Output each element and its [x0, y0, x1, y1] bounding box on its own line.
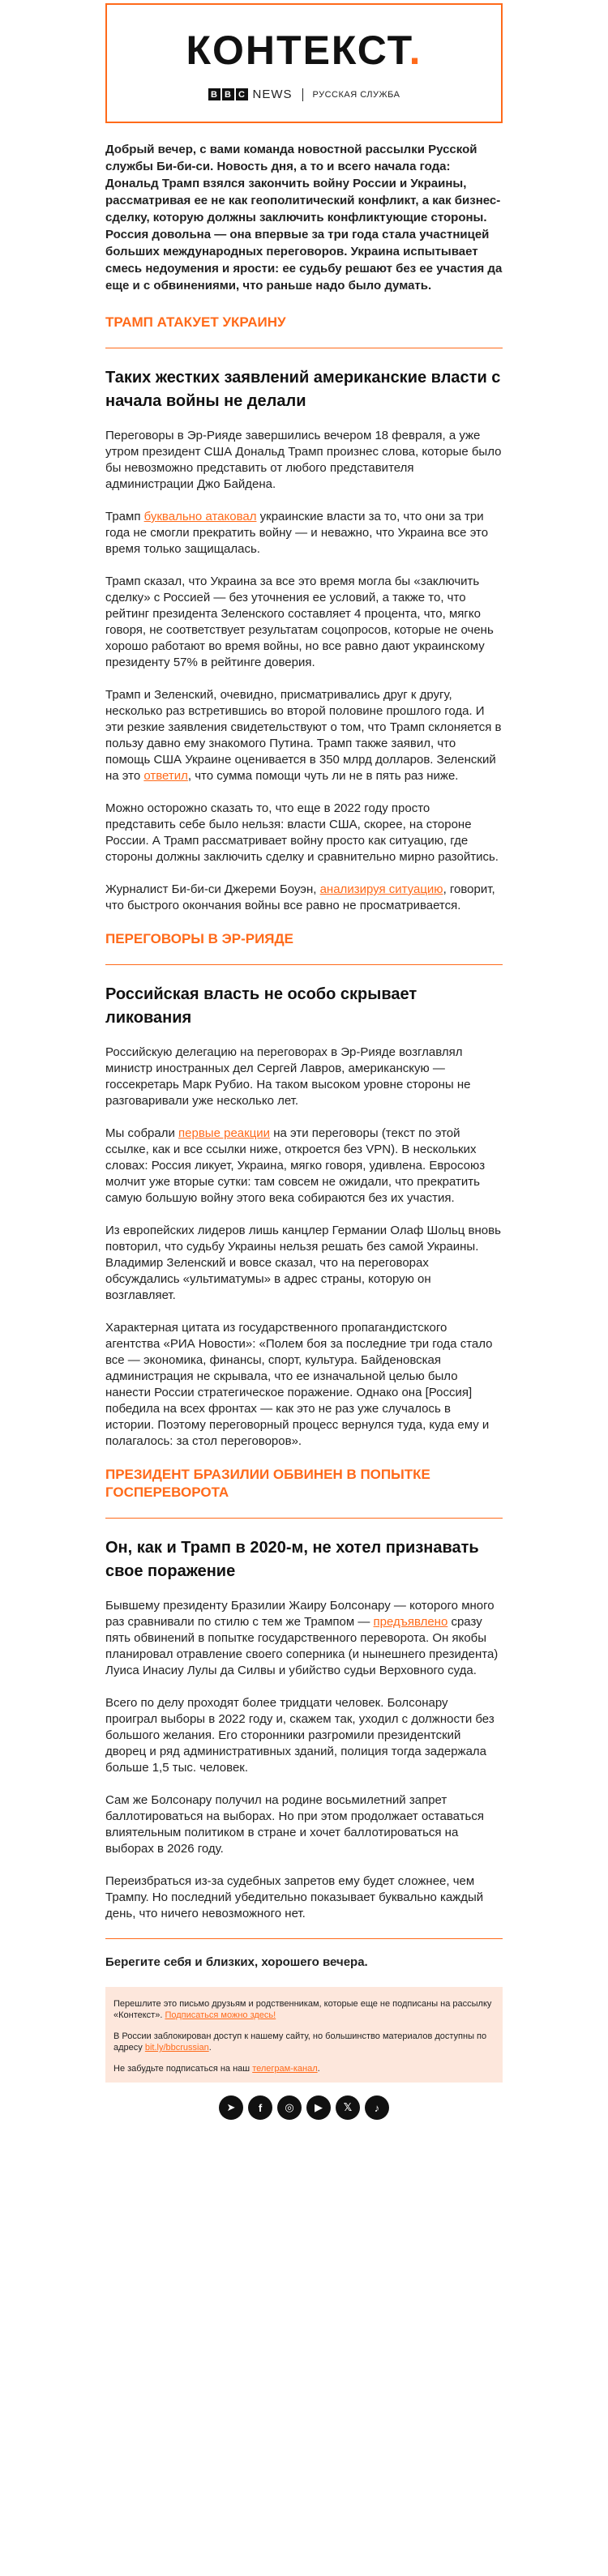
footer [105, 1987, 503, 2083]
section-label: ПРЕЗИДЕНТ БРАЗИЛИИ ОБВИНЕН В ПОПЫТКЕ ГОСПЕРЕВОРОТА [105, 1467, 430, 1500]
logo-dot: . [409, 28, 422, 73]
social-links [105, 2095, 503, 2120]
paragraph [105, 687, 503, 784]
paragraph: Переизбраться из-за судебных запретов ему будет сложнее, чем Трампу. Но последний убедительно показывает буквально каждый день, что ничего невозможного нет. [105, 1874, 484, 1920]
brand-divider [302, 88, 303, 101]
text: Не забудьте подписаться на наш [113, 2064, 253, 2074]
section-label: ПЕРЕГОВОРЫ В ЭР-РИЯДЕ [105, 931, 293, 946]
bbc-letter: C [236, 88, 248, 100]
paragraph [105, 509, 503, 557]
section-title: Таких жестких заявлений американские власти с начала войны не делали [105, 369, 501, 410]
intro-text: Добрый вечер, с вами команда новостной рассылки Русской службы Би-би-си. Новость дня, а то и всего начала года: Дональд Трамп взялся закончить войну России и Украины, рассматривая ее не как геополитический конфликт, а как бизнес-сделку, которую должны заключить конфликтующие стороны. Россия довольна — она впервые за три года стала участницей больших международных переговоров. Украина испытывает смесь недоумения и ярости: ее судьбу решают без ее участия да еще и с обвинениями, что раньше надо было думать. [105, 143, 503, 293]
section-title: Он, как и Трамп в 2020-м, не хотел признавать свое поражение [105, 1539, 479, 1580]
news-wordmark: NEWS [252, 88, 293, 101]
text: . [208, 2043, 212, 2053]
paragraph [105, 882, 503, 914]
header [105, 3, 503, 123]
footer-paragraph [113, 1998, 495, 2021]
text: на эти переговоры (текст по этой ссылке, как и все ссылки ниже, откроется без VPN). В нескольких словах: Россия ликует, Украина, мягко говоря, удивлена. Евросоюз молчит уже вторые сутки: там совсем не ожидали, что прекратить самую большую войну этого века собираются без их участия. [105, 1126, 486, 1205]
text: Журналист Би-би-си Джереми Боуэн, [105, 882, 320, 896]
text: Трамп и Зеленский, очевидно, присматривались друг к другу, несколько раз встретившись во второй половине прошлого года. И эти резкие заявления свидетельствуют о том, что Трамп склоняется в пользу давно ему знакомого Путина. Трамп также заявил, что помощь США Украине оценивается в 350 млрд долларов. Зеленский на это [105, 688, 502, 783]
tiktok-icon[interactable]: ♪ [365, 2095, 389, 2120]
bbc-brand [107, 88, 501, 101]
text: сразу пять обвинений в попытке государственного переворота. Он якобы планировал отравление своего соперника (и нынешнего президента) Луиса Инасиу Лулы да Силвы и убийство судьи Верховного суда. [105, 1615, 499, 1677]
paragraph: Российскую делегацию на переговорах в Эр-Рияде возглавлял министр иностранных дел Сергей Лавров, американскую — госсекретарь Марк Рубио. На таком высоком уровне стороны не разговаривали уже несколько лет. [105, 1045, 471, 1108]
telegram-channel-link[interactable]: телеграм-канал [252, 2064, 318, 2074]
bbc-letter: B [222, 88, 234, 100]
link-attacked[interactable]: буквально атаковал [143, 510, 257, 523]
telegram-icon[interactable]: ➤ [219, 2095, 243, 2120]
logo [107, 28, 501, 73]
paragraph: Сам же Болсонару получил на родине восьмилетний запрет баллотироваться на выборах. Но при этом продолжает оставаться влиятельным политиком в стране и хочет баллотироваться на выборах в 2026 году. [105, 1793, 484, 1856]
text: Трамп [105, 510, 144, 523]
newsletter [105, 3, 503, 2120]
section-label: ТРАМП АТАКУЕТ УКРАИНУ [105, 314, 286, 330]
text: Мы собрали [105, 1126, 179, 1140]
text: украинские власти за то, что они за три года не смогли прекратить войну — и неважно, что Украина все это время только защищалась. [105, 510, 489, 556]
paragraph: Из европейских лидеров лишь канцлер Германии Олаф Шольц вновь повторил, что судьбу Украины нельзя решать без самой Украины. Владимир Зеленский и вовсе сказал, что на переговорах обсуждались «ультиматумы» в адрес страны, которую он возглавляет. [105, 1224, 501, 1302]
footer-paragraph [113, 2031, 495, 2053]
link-charged[interactable]: предъявлено [373, 1615, 448, 1629]
paragraph: Всего по делу проходят более тридцати человек. Болсонару проиграл выборы в 2022 году и, скажем так, уходил с должности без большого желания. Его сторонники разгромили президентский дворец и ряд административных зданий, полиция тогда задержала больше 1,5 тыс. человек. [105, 1696, 495, 1775]
text: Бывшему президенту Бразилии Жаиру Болсонару — которого много раз сравнивали по стилю с тем же Трампом — [105, 1599, 495, 1629]
footer-paragraph [113, 2063, 495, 2074]
text: Перешлите это письмо друзьям и родственникам, которые еще не подписаны на рассылку «Контекст». [113, 1999, 492, 2020]
paragraph: Переговоры в Эр-Рияде завершились вечером 18 февраля, а уже утром президент США Дональд Трамп произнес слова, которые было бы невозможно представить от любого представителя администрации Джо Байдена. [105, 429, 502, 491]
service-name: РУССКАЯ СЛУЖБА [312, 89, 400, 100]
link-analysis[interactable]: анализируя ситуацию [319, 882, 443, 896]
section-title: Российская власть не особо скрывает ликования [105, 985, 417, 1027]
text: В России заблокирован доступ к нашему сайту, но большинство материалов доступны по адресу [113, 2031, 487, 2053]
bbc-logo [208, 88, 248, 100]
paragraph [105, 1126, 503, 1207]
paragraph [105, 1598, 503, 1679]
divider [105, 1518, 503, 1519]
paragraph: Трамп сказал, что Украина за все это время могла бы «заключить сделку» с Россией — без уточнения ее условий, а также то, что рейтинг президента Зеленского составляет 4 процента, что, мягко говоря, не соответствует результатам соцопросов, которые не очень хорошо работают во время войны, но все равно дают украинскому президенту 57% в рейтинге доверия. [105, 575, 494, 669]
instagram-icon[interactable]: ◎ [277, 2095, 302, 2120]
youtube-icon[interactable]: ▶ [306, 2095, 331, 2120]
link-answered[interactable]: ответил [143, 769, 188, 783]
text: , что сумма помощи чуть ли не в пять раз ниже. [187, 769, 459, 783]
link-first-reactions[interactable]: первые реакции [178, 1126, 271, 1140]
divider [105, 964, 503, 965]
text: , говорит, что быстрого окончания войны все равно не просматривается. [105, 882, 495, 912]
mirror-link[interactable]: bit.ly/bbcrussian [144, 2043, 209, 2053]
logo-text: КОНТЕКСТ [186, 28, 409, 73]
paragraph: Характерная цитата из государственного пропагандистского агентства «РИА Новости»: «Полем боя за последние три года стало все — экономика, финансы, спорт, культура. Байденовская администрация не скрывала, что ее изначальной целью было нанести России стратегическое поражение. Однако она [Россия] победила на всех фронтах — как это не раз уже случалось в истории. Поэтому переговорный процесс вернулся туда, куда ему и полагалось: за стол переговоров». [105, 1321, 493, 1448]
divider [105, 1938, 503, 1939]
closing-text: Берегите себя и близких, хорошего вечера. [105, 1955, 368, 1969]
text: . [317, 2064, 320, 2074]
paragraph: Можно осторожно сказать то, что еще в 2022 году просто представить себе было нельзя: власти США, скорее, на стороне России. А Трамп рассматривает войну просто как ситуацию, где стороны должны заключить сделку и сравнительно мирно разойтись. [105, 801, 499, 864]
bbc-letter: B [208, 88, 221, 100]
subscribe-link[interactable]: Подписаться можно здесь! [165, 2010, 276, 2020]
x-icon[interactable]: 𝕏 [336, 2095, 360, 2120]
facebook-icon[interactable]: f [248, 2095, 272, 2120]
